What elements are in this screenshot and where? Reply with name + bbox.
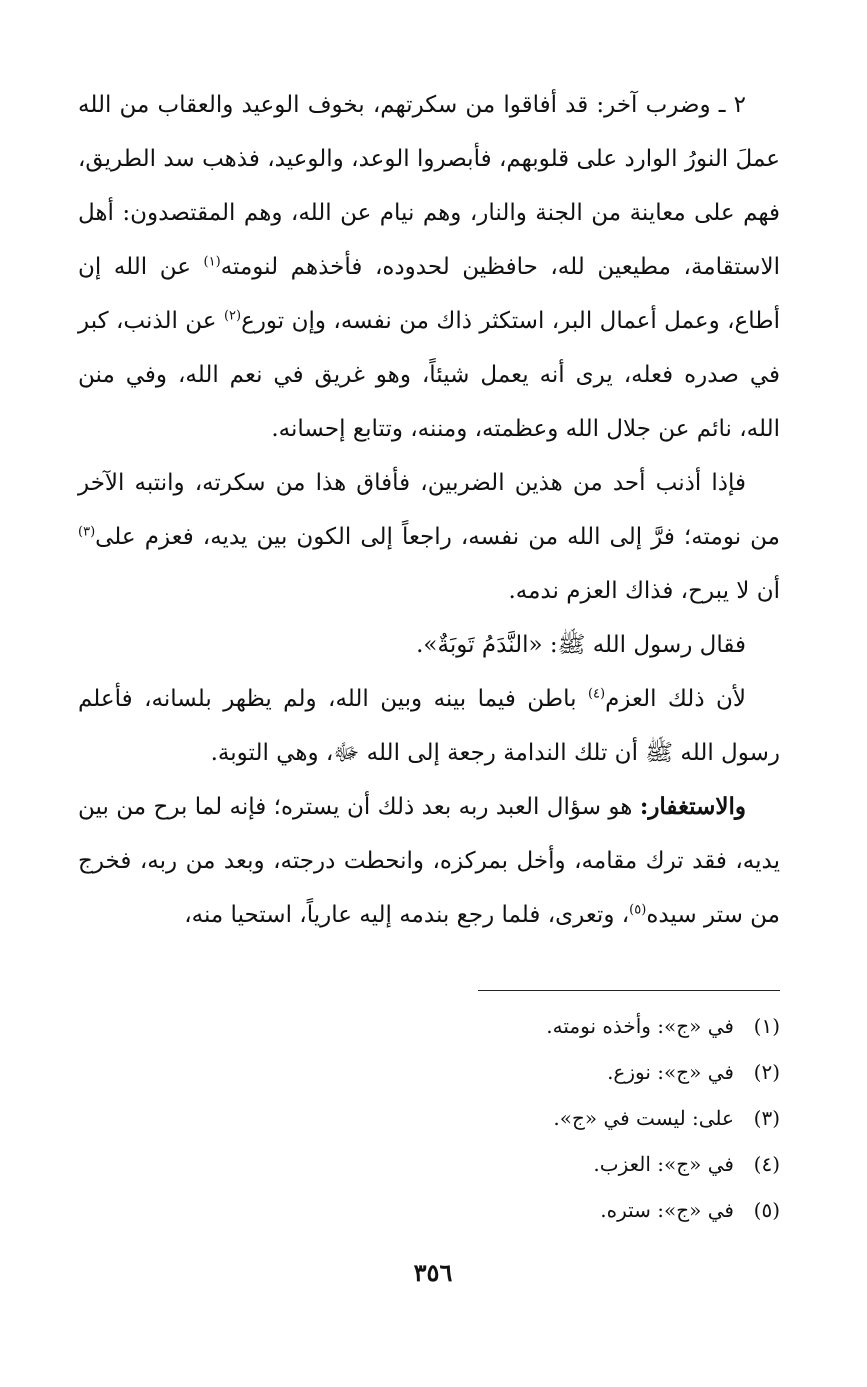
paragraph-1 [78, 78, 780, 456]
footnote-list [300, 1003, 780, 1233]
footnote-divider [478, 990, 780, 991]
footnote-number: (٢) [753, 1060, 780, 1084]
paragraph-2 [78, 456, 780, 618]
lead-term: والاستغفار: [639, 793, 746, 820]
paragraph-text: عن الذنب، كبر في صدره فعله، يرى أنه يعمل شيئاً، وهو غريق في نعم الله، وفي منن الله، نائم عن جلال الله وعظمته، ومننه، وتتابع إحسانه. [78, 308, 780, 442]
paragraph-text: هو سؤال العبد ربه بعد ذلك أن يستره؛ فإنه لما برح من بين يديه، فقد ترك مقامه، وأخل بمركزه، وانحطت درجته، وبعد من ربه، فخرج من ستر سيده [78, 794, 780, 928]
footnote-item [300, 1049, 780, 1095]
paragraph-text: باطن فيما بينه وبين الله، ولم يظهر بلسانه، فأعلم رسول الله ﷺ أن تلك الندامة رجعة إلى الله ﷻ، وهي التوبة. [78, 686, 780, 766]
footnote-number: (٤) [753, 1152, 780, 1176]
footnote-text: على: ليست في «ج». [553, 1106, 734, 1130]
footnote-text: في «ج»: ستره. [600, 1198, 734, 1222]
paragraph-4 [78, 672, 780, 780]
paragraph-text: لأن ذلك العزم [605, 686, 746, 712]
page-number: ٣٥٦ [413, 1258, 453, 1287]
paragraph-text: ٢ ـ وضرب آخر: قد أفاقوا من سكرتهم، بخوف الوعيد والعقاب من الله عملَ النورُ الوارد على قلوبهم، فأبصروا الوعد، والوعيد، فذهب سد الطريق، فهم على معاينة من الجنة والنار، وهم نيام عن الله، وهم المقتصدون: أهل الاستقامة، مطيعين لله، حافظين لحدوده، فأخذهم لنومته [78, 92, 780, 280]
footnote-number: (١) [753, 1014, 780, 1038]
hadith-text: فقال رسول الله ﷺ: «النَّدَمُ تَوبَةٌ». [416, 632, 746, 658]
footnote-item [300, 1141, 780, 1187]
footnote-ref: (٢) [223, 308, 242, 324]
paragraph-3 [78, 618, 780, 672]
paragraph-text: ، وتعرى، فلما رجع بندمه إليه عارياً، استحيا منه، [184, 902, 630, 928]
footnote-text: في «ج»: نوزع. [607, 1060, 734, 1084]
footnote-ref: (٤) [587, 686, 606, 702]
paragraph-text: عن الله إن أطاع، وعمل أعمال البر، استكثر ذاك من نفسه، وإن تورع [78, 254, 780, 334]
paragraph-text: أن لا يبرح، فذاك العزم ندمه. [508, 578, 780, 604]
paragraph-text: فإذا أذنب أحد من هذين الضربين، فأفاق هذا من سكرته، وانتبه الآخر من نومته؛ فرَّ إلى الله من نفسه، راجعاً إلى الكون بين يديه، فعزم على [78, 470, 780, 550]
footnote-ref: (٣) [78, 524, 96, 540]
footnote-ref: (٥) [629, 902, 647, 918]
footnote-item [300, 1187, 780, 1233]
footnote-ref: (١) [203, 254, 221, 270]
footnote-text: في «ج»: وأخذه نومته. [546, 1014, 734, 1038]
footnote-text: في «ج»: العزب. [593, 1152, 734, 1176]
footnote-item [300, 1003, 780, 1049]
footnote-number: (٣) [753, 1106, 780, 1130]
main-text [78, 78, 780, 942]
paragraph-5 [78, 780, 780, 942]
footnote-number: (٥) [753, 1198, 780, 1222]
footnote-item [300, 1095, 780, 1141]
